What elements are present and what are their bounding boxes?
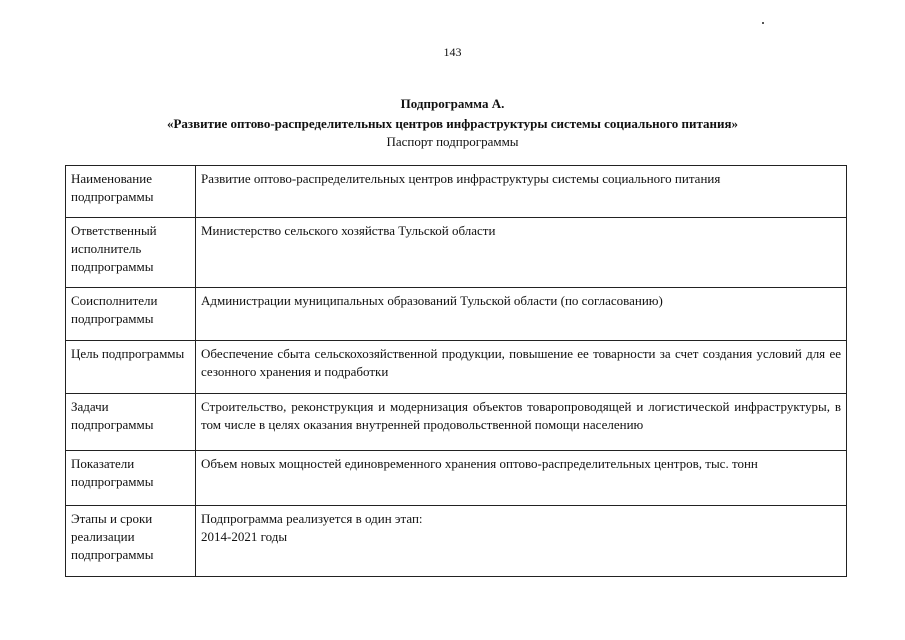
- row-value-coexecutors: Администрации муниципальных образований Тульской области (по согласованию): [196, 288, 847, 341]
- page-number: 143: [443, 45, 462, 59]
- subprogram-name: «Развитие оптово-распределительных центров инфраструктуры системы социального питания»: [166, 116, 739, 131]
- stages-line: Подпрограмма реализуется в один этап:: [201, 511, 423, 526]
- row-label-stages: Этапы и сроки реализации подпрограммы: [66, 506, 196, 577]
- table-row: [66, 394, 847, 451]
- row-label-coexecutors: Соисполнители подпрограммы: [66, 288, 196, 341]
- row-label-indicators: Показатели подпрограммы: [66, 451, 196, 506]
- row-label-tasks: Задачи подпрограммы: [66, 394, 196, 451]
- passport-table: [65, 165, 847, 577]
- row-value-responsible: Министерство сельского хозяйства Тульской области: [196, 218, 847, 288]
- row-value-indicators: Объем новых мощностей единовременного хранения оптово-распределительных центров, тыс. тонн: [196, 451, 847, 506]
- table-row: [66, 341, 847, 394]
- row-label-responsible: Ответственный исполнитель подпрограммы: [66, 218, 196, 288]
- table-row: [66, 451, 847, 506]
- table-row: [66, 218, 847, 288]
- row-value-name: Развитие оптово-распределительных центров инфраструктуры системы социального питания: [196, 166, 847, 218]
- row-label-goal: Цель подпрограммы: [66, 341, 196, 394]
- row-label-name: Наименование подпрограммы: [66, 166, 196, 218]
- table-row: [66, 506, 847, 577]
- table-row: [66, 288, 847, 341]
- scan-artifact: [762, 22, 764, 24]
- row-value-tasks: Строительство, реконструкция и модернизация объектов товаропроводящей и логистической инфраструктуры, в том числе в целях оказания внутренней продовольственной помощи населению: [196, 394, 847, 451]
- subprogram-title: Подпрограмма А.: [400, 96, 505, 111]
- stages-period: 2014-2021 годы: [201, 529, 288, 544]
- passport-caption: Паспорт подпрограммы: [386, 134, 519, 149]
- row-value-goal: Обеспечение сбыта сельскохозяйственной продукции, повышение ее товарности за счет создания условий для ее сезонного хранения и подработки: [196, 341, 847, 394]
- row-value-stages: [196, 506, 847, 577]
- table-row: [66, 166, 847, 218]
